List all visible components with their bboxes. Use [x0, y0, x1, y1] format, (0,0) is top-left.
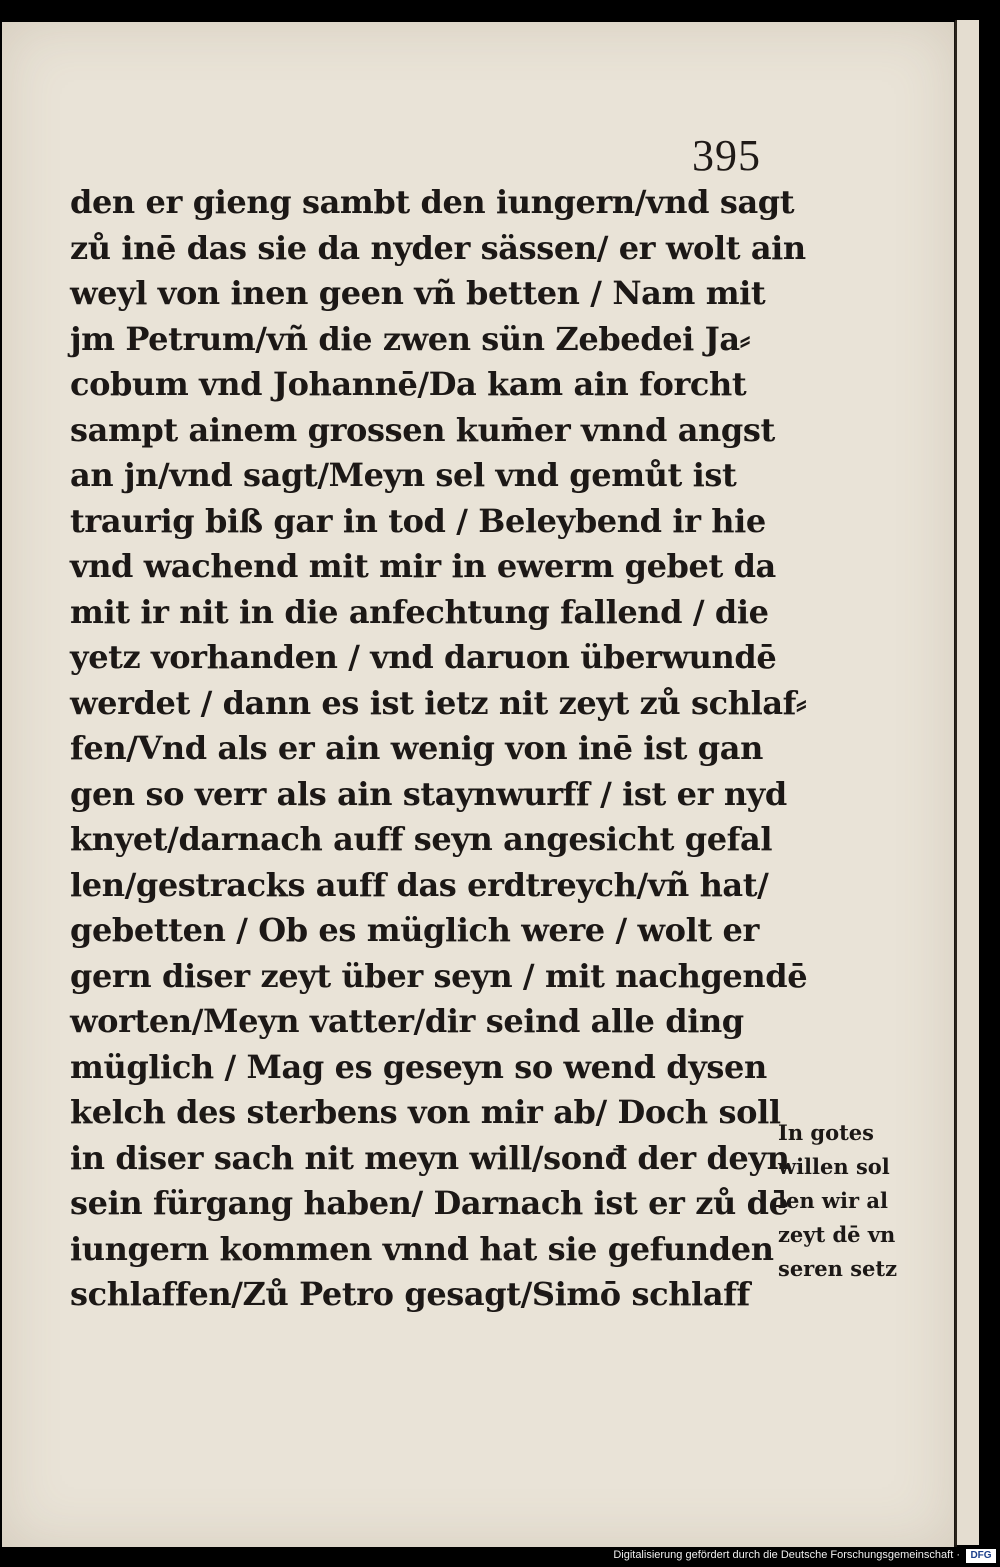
digitization-credit: Digitalisierung gefördert durch die Deutsche Forschungsgemeinschaft ·	[613, 1549, 960, 1561]
text-line: zů inē das sie da nyder sässen/ er wolt ain	[70, 228, 806, 267]
text-line: gebetten / Ob es müglich were / wolt er	[70, 911, 759, 949]
text-line: an jn/vnd sagt/Meyn sel vnd gemůt ist	[70, 456, 737, 494]
text-line: in diser sach nit meyn will/sonđ der deyn	[70, 1138, 790, 1177]
text-line: kelch des sterbens von mir ab/ Doch soll	[70, 1093, 781, 1131]
text-line: sampt ainem grossen kum̄er vnnd angst	[70, 410, 775, 449]
text-line: sein fürgang haben/ Darnach ist er zů dē	[70, 1184, 789, 1222]
text-line: knyet/darnach auff seyn angesicht gefal	[70, 820, 773, 858]
marginal-note-line: zeyt dē vn	[778, 1222, 896, 1247]
marginal-note-line: seren setz	[778, 1256, 897, 1281]
text-line: schlaffen/Zů Petro gesagt/Simō schlaff	[70, 1275, 750, 1313]
page-edge	[955, 20, 979, 1545]
text-line: len/gestracks auff das erdtreych/vñ hat/	[70, 865, 769, 904]
dfg-logo: DFG	[966, 1549, 996, 1563]
text-line: müglich / Mag es geseyn so wend dysen	[70, 1047, 767, 1086]
text-line: cobum vnd Johannē/Da kam ain forcht	[70, 365, 747, 403]
text-line: fen/Vnd als er ain wenig von inē ist gan	[70, 729, 763, 767]
marginal-note-line: len wir al	[778, 1188, 888, 1213]
page-number: 395	[692, 131, 761, 180]
marginal-note	[778, 1116, 928, 1286]
text-line: jm Petrum/vñ die zwen sün Zebedei Ja⸗	[70, 319, 751, 358]
marginal-note-line: willen sol	[778, 1154, 890, 1179]
text-line: mit ir nit in die anfechtung fallend / die	[70, 592, 769, 631]
text-line: iungern kommen vnnd hat sie gefunden	[70, 1229, 774, 1268]
text-line: gen so verr als ain staynwurff / ist er nyd	[70, 774, 787, 813]
text-line: werdet / dann es ist ietz nit zeyt zů schlaf⸗	[70, 683, 807, 722]
text-line: gern diser zeyt über seyn / mit nachgendē	[70, 956, 808, 995]
text-line: weyl von inen geen vñ betten / Nam mit	[70, 274, 766, 312]
marginal-note-line: In gotes	[778, 1120, 874, 1145]
text-line: den er gieng sambt den iungern/vnd sagt	[70, 183, 795, 221]
book-page	[2, 22, 957, 1547]
text-line: worten/Meyn vatter/dir seind alle ding	[70, 1002, 744, 1040]
text-line: vnd wachend mit mir in ewerm gebet da	[70, 547, 776, 585]
text-line: yetz vorhanden / vnd daruon überwundē	[70, 638, 777, 676]
main-text-block	[70, 180, 808, 1318]
text-line: traurig biß gar in tod / Beleybend ir hie	[70, 501, 766, 540]
